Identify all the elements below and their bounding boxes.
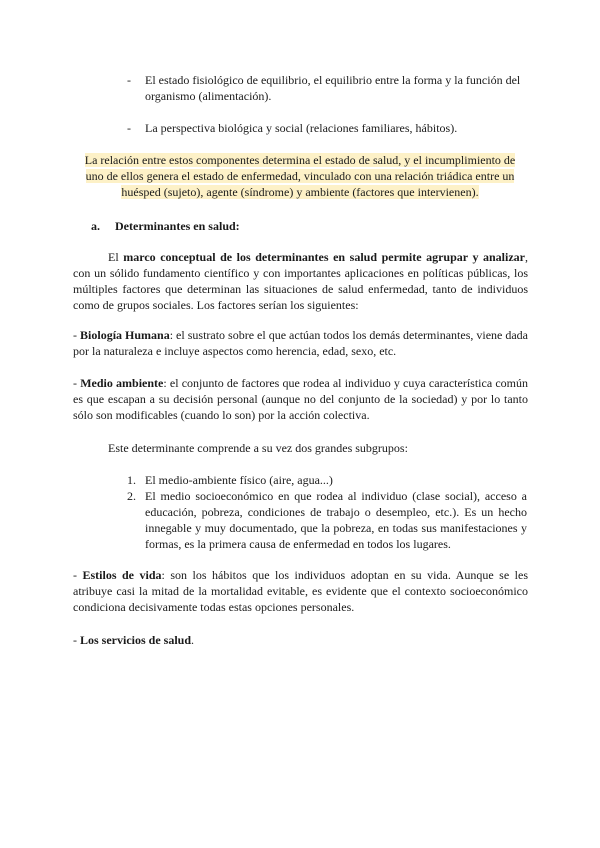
servicios-rest: .: [191, 633, 195, 647]
subgroups-intro: Este determinante comprende a su vez dos grandes subgrupos:: [108, 441, 408, 455]
highlighted-paragraph: [78, 152, 522, 200]
servicios-paragraph: [73, 632, 528, 648]
list-number: 1.: [127, 473, 136, 487]
estilos-paragraph: [73, 567, 528, 615]
intro-bold: marco conceptual de los determinantes en salud permite agrupar y analizar: [123, 250, 525, 264]
intro-rest: , con un sólido fundamento científico y con importantes aplicaciones en políticas públicas, los múltiples factores que determinan las situaciones de salud enfermedad, tanto de individuos como de grupos sociales. Los factores serían los siguientes:: [73, 250, 528, 312]
estilos-bold: Estilos de vida: [82, 568, 162, 582]
intro-prefix: El: [108, 250, 124, 264]
section-heading: [91, 218, 240, 234]
biologia-paragraph: [73, 327, 528, 359]
section-title: Determinantes en salud:: [115, 219, 240, 233]
biologia-bold: Biología Humana: [80, 328, 170, 342]
medio-rest: : el conjunto de factores que rodea al individuo y cuya característica común es que escapan a su decisión personal (aunque no del conjunto de la sociedad) y por lo tanto sólo son modificables (cuando lo son) por la acción colectiva.: [73, 376, 528, 422]
biologia-dash: -: [73, 328, 81, 342]
intro-paragraph: [73, 249, 528, 313]
list-item-text: El medio socioeconómico en que rodea al individuo (clase social), acceso a educación, pobreza, condiciones de trabajo o desempleo, etc.). Es un hecho innegable y muy documentado, que la pobreza, en todas sus manifestaciones y formas, es la primera causa de enfermedad en todos los lugares.: [145, 489, 527, 551]
medio-bold: Medio ambiente: [80, 376, 164, 390]
section-number: a.: [91, 219, 100, 233]
list-dash: -: [127, 121, 131, 135]
highlight-text: La relación entre estos componentes determina el estado de salud, y el incumplimiento de uno de ellos genera el estado de enfermedad, vinculado con una relación triádica entre un huésped (sujeto), agente (síndrome) y ambiente (factores que intervienen).: [84, 153, 516, 199]
biologia-rest: : el sustrato sobre el que actúan todos los demás determinantes, viene dada por la naturaleza e incluye aspectos como herencia, edad, sexo, etc.: [73, 328, 529, 358]
list-number: 2.: [127, 489, 136, 503]
list-dash: -: [127, 73, 131, 87]
estilos-dash: -: [73, 568, 83, 582]
estilos-rest: : son los hábitos que los individuos adoptan en su vida. Aunque se les atribuye casi la mitad de la mortalidad evitable, es evidente que el contexto socioeconómico condiciona decisivamente todas estas opciones personales.: [73, 568, 528, 614]
list-item-text: La perspectiva biológica y social (relaciones familiares, hábitos).: [145, 121, 458, 135]
list-item-text: El estado fisiológico de equilibrio, el equilibrio entre la forma y la función del organismo (alimentación).: [145, 73, 521, 103]
servicios-dash: -: [73, 633, 80, 647]
medio-ambiente-paragraph: [73, 375, 528, 423]
list-item-text: El medio-ambiente físico (aire, agua...): [145, 473, 333, 487]
servicios-bold: Los servicios de salud: [80, 633, 192, 647]
medio-dash: -: [73, 376, 81, 390]
